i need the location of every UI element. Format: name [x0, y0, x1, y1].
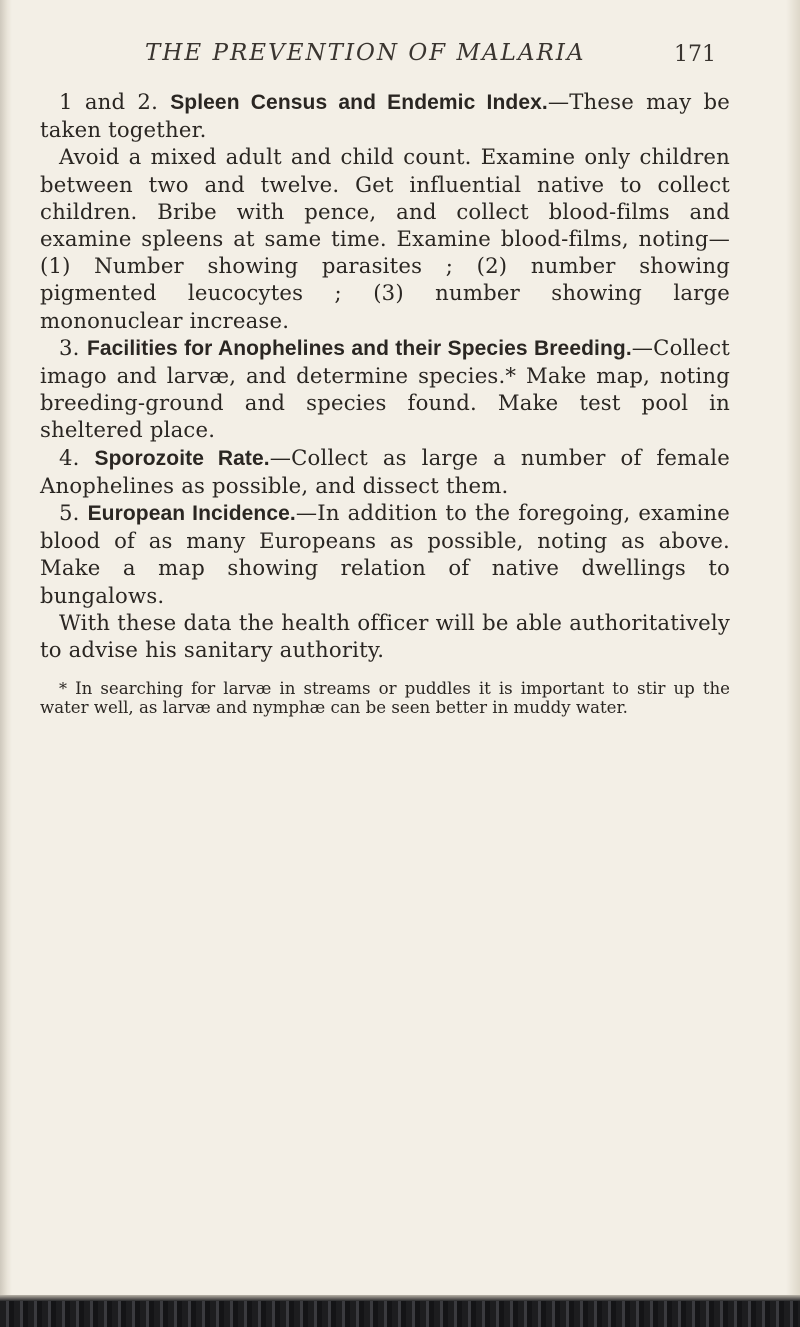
section-heading: European Incidence. — [87, 502, 296, 526]
section-spleen-census — [40, 88, 730, 143]
section-text: —Collect as large a number of female Anophelines as possible, and dissect them. — [40, 444, 730, 498]
page-edge-shadow-right — [786, 0, 800, 1327]
book-binding-edge — [0, 1295, 800, 1327]
page-number: 171 — [674, 42, 716, 67]
section-anopheline-breeding — [40, 334, 730, 444]
section-sporozoite-rate — [40, 444, 730, 499]
section-text: —These may be taken together. — [40, 89, 731, 143]
section-european-incidence — [40, 499, 730, 609]
paragraph-conclusion — [40, 609, 730, 663]
footnote-text: In searching for larvæ in streams or puddles it is important to stir up the water well, as larvæ and nymphæ can be seen better in muddy water. — [40, 679, 731, 718]
running-head — [40, 40, 730, 80]
footnote — [40, 679, 730, 717]
section-number: 5. — [59, 500, 80, 526]
section-number: 1 and 2. — [59, 89, 159, 114]
section-heading: Sporozoite Rate. — [94, 446, 270, 470]
paragraph-text: Avoid a mixed adult and child count. Examine only children between two and twelve. Get influential native to collect children. Bribe with pence, and collect blood-films and examine spleens at same time. Examine blood-films, noting—(1) Number showing parasites ; (2) number showing pigmented leucocytes ; (3) number showing large mononuclear increase. — [40, 144, 730, 333]
paragraph-spleen-instructions — [40, 143, 730, 333]
section-number: 4. — [59, 444, 80, 470]
body-text — [40, 88, 730, 663]
section-heading: Spleen Census and Endemic Index. — [170, 91, 548, 114]
section-text: —In addition to the foregoing, examine blood of as many Europeans as possible, noting as above. Make a map showing relation of native dwellings to bungalows. — [40, 500, 730, 608]
page-edge-shadow-left — [0, 0, 12, 1327]
section-heading: Facilities for Anophelines and their Species Breeding. — [86, 336, 632, 360]
book-page — [40, 40, 730, 734]
running-head-title: THE PREVENTION OF MALARIA — [145, 40, 586, 66]
paragraph-text: With these data the health officer will be able authoritatively to advise his sanitary authority. — [40, 609, 730, 663]
section-text: —Collect imago and larvæ, and determine species.* Make map, noting breeding-ground and species found. Make test pool in sheltered place. — [40, 334, 730, 443]
footnote-mark: * — [59, 679, 67, 699]
section-number: 3. — [59, 334, 80, 360]
